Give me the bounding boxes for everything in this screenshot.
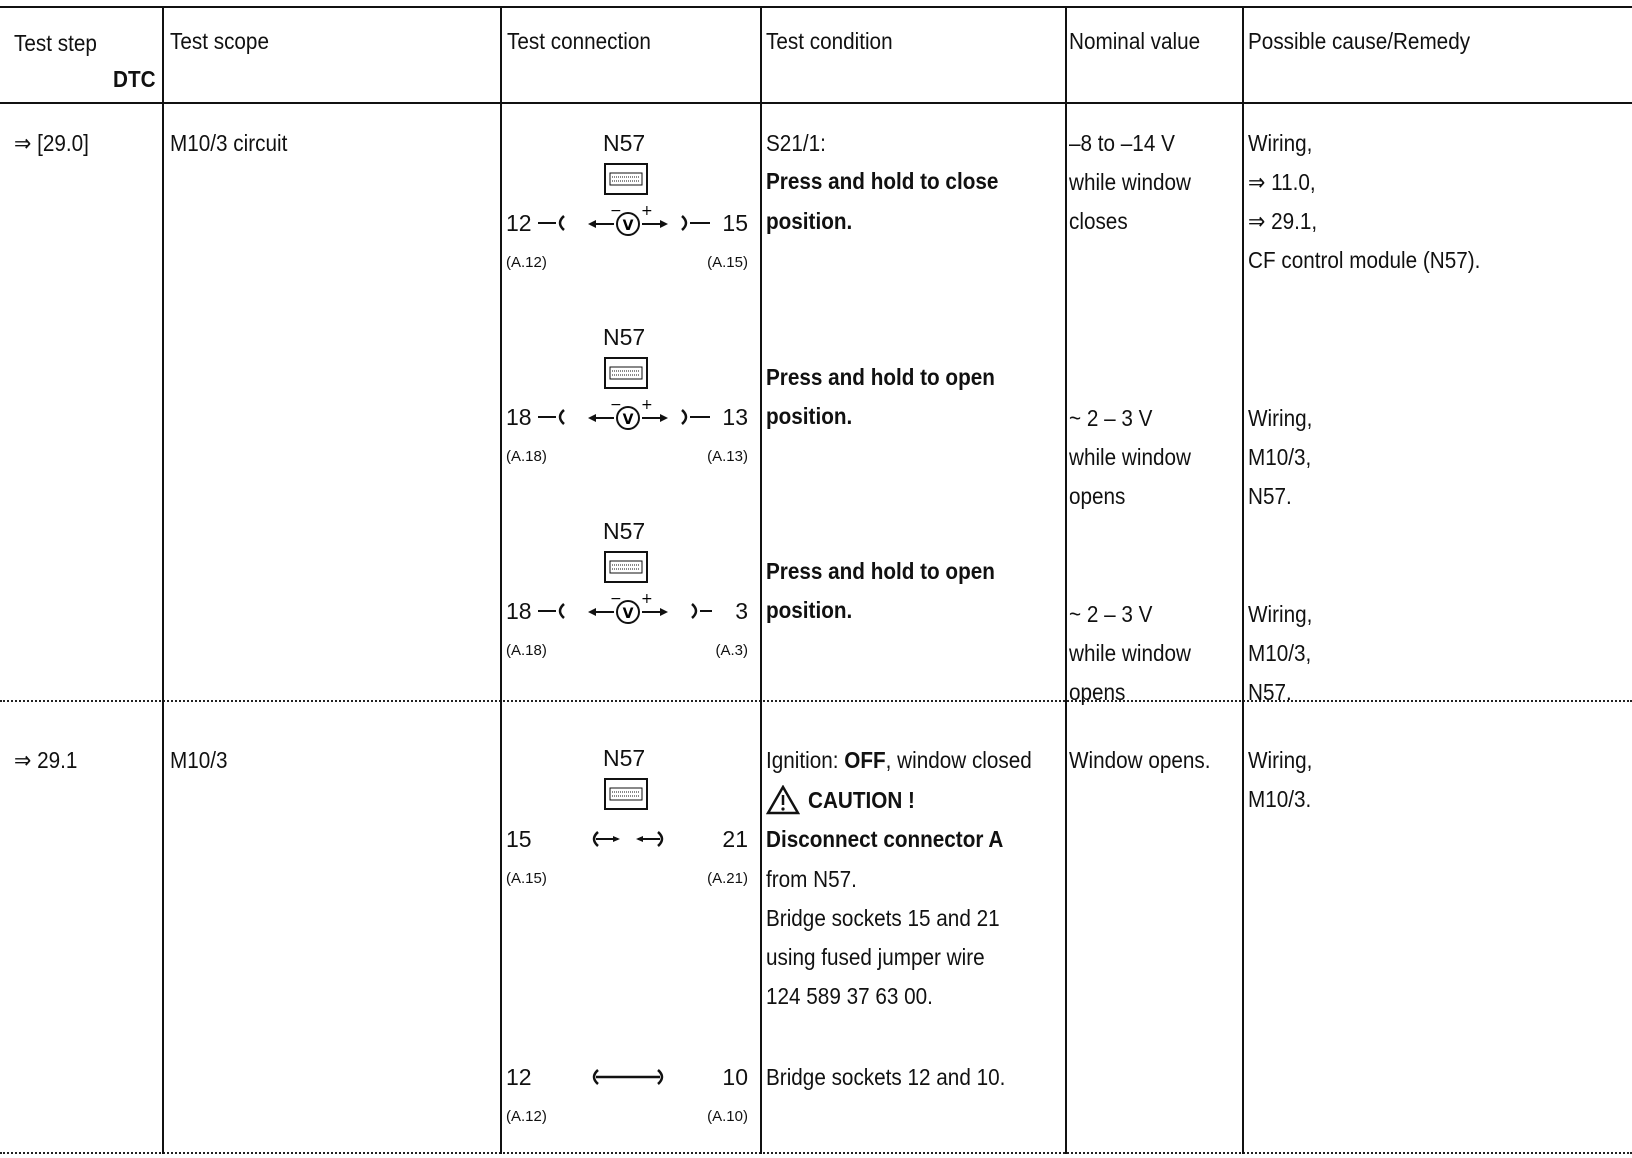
cause-item: M10/3,	[1248, 640, 1312, 666]
condition-switch-label: S21/1:	[766, 130, 826, 156]
column-divider-5	[1242, 6, 1244, 1154]
svg-text:+: +	[641, 203, 653, 219]
condition-bridge-12-10: Bridge sockets 12 and 10.	[766, 1064, 1006, 1090]
condition-open-line1: Press and hold to open	[766, 558, 995, 584]
cause-item: CF control module (N57).	[1248, 247, 1481, 273]
condition-ignition	[766, 747, 1032, 773]
warning-triangle-icon	[766, 785, 800, 815]
module-label: N57	[603, 518, 646, 544]
pin-right-sub: (A.15)	[707, 254, 748, 271]
table-bottom-rule	[0, 1152, 1632, 1154]
header-test-step: Test step	[14, 30, 97, 56]
svg-text:+: +	[641, 591, 653, 607]
nominal-value: Window opens.	[1069, 747, 1211, 773]
caution-label: CAUTION !	[808, 787, 915, 813]
pin-right: 3	[735, 598, 748, 624]
nominal-value: while window	[1069, 444, 1191, 470]
column-divider-4	[1065, 6, 1067, 1154]
cause-item: N57.	[1248, 679, 1292, 705]
nominal-value: ~ 2 – 3 V	[1069, 405, 1153, 431]
svg-text:V: V	[622, 218, 634, 234]
header-test-connection: Test connection	[507, 28, 651, 54]
ignition-off: OFF	[844, 747, 886, 773]
pin-left: 12	[506, 210, 532, 236]
cause-item: ⇒ 11.0,	[1248, 169, 1316, 195]
pin-right-sub: (A.10)	[707, 1108, 748, 1125]
pin-left-sub: (A.12)	[506, 1108, 547, 1125]
test-scope-row1: M10/3 circuit	[170, 130, 288, 156]
pin-right: 15	[722, 210, 748, 236]
voltmeter-icon	[586, 200, 670, 240]
socket-right-icon	[688, 600, 722, 622]
pin-left-sub: (A.18)	[506, 642, 547, 659]
nominal-value: closes	[1069, 208, 1128, 234]
ignition-prefix: Ignition:	[766, 747, 845, 773]
cause-item: N57.	[1248, 483, 1292, 509]
column-divider-2	[500, 6, 502, 1154]
cause-item: Wiring,	[1248, 747, 1313, 773]
module-label: N57	[603, 745, 646, 771]
module-label: N57	[603, 130, 646, 156]
pin-left: 12	[506, 1064, 532, 1090]
nominal-value: ~ 2 – 3 V	[1069, 601, 1153, 627]
control-module-icon	[604, 357, 648, 389]
socket-left-icon	[536, 212, 570, 234]
condition-from: from N57.	[766, 866, 857, 892]
socket-right-icon	[678, 212, 712, 234]
cause-item: ⇒ 29.1,	[1248, 208, 1318, 234]
control-module-icon	[604, 163, 648, 195]
voltmeter-icon	[586, 394, 670, 434]
jumper-bridge-icon	[588, 829, 668, 849]
test-step-29-1: ⇒ 29.1	[14, 747, 78, 773]
socket-right-icon	[678, 406, 712, 428]
control-module-icon	[604, 778, 648, 810]
condition-close-line1: Press and hold to close	[766, 168, 999, 194]
cause-item: Wiring,	[1248, 130, 1313, 156]
pin-right-sub: (A.3)	[715, 642, 748, 659]
test-scope-row2: M10/3	[170, 747, 228, 773]
ignition-suffix: , window closed	[885, 747, 1032, 773]
pin-right: 10	[722, 1064, 748, 1090]
header-dtc: DTC	[113, 66, 156, 92]
pin-right: 21	[722, 826, 748, 852]
cause-item: Wiring,	[1248, 405, 1313, 431]
column-divider-3	[760, 6, 762, 1154]
cause-item: Wiring,	[1248, 601, 1313, 627]
condition-disconnect: Disconnect connector A	[766, 826, 1004, 852]
pin-left-sub: (A.12)	[506, 254, 547, 271]
voltmeter-icon	[586, 588, 670, 628]
condition-fused-jumper: using fused jumper wire	[766, 944, 985, 970]
jumper-bridge-icon	[588, 1067, 668, 1087]
nominal-value: while window	[1069, 169, 1191, 195]
column-divider-1	[162, 6, 164, 1154]
pin-right-sub: (A.21)	[707, 870, 748, 887]
cause-item: M10/3,	[1248, 444, 1312, 470]
header-test-condition: Test condition	[766, 28, 893, 54]
svg-text:+: +	[641, 397, 653, 413]
socket-left-icon	[536, 406, 570, 428]
row-separator	[0, 700, 1632, 702]
svg-text:V: V	[622, 606, 634, 622]
condition-open-line2: position.	[766, 403, 853, 429]
condition-open-line2: position.	[766, 597, 853, 623]
condition-open-line1: Press and hold to open	[766, 364, 995, 390]
pin-left: 18	[506, 404, 532, 430]
nominal-value: opens	[1069, 679, 1126, 705]
pin-left-sub: (A.18)	[506, 448, 547, 465]
svg-text:−: −	[610, 591, 622, 607]
pin-left: 15	[506, 826, 532, 852]
condition-close-line2: position.	[766, 208, 853, 234]
nominal-value: while window	[1069, 640, 1191, 666]
table-top-rule	[0, 6, 1632, 8]
header-bottom-rule	[0, 102, 1632, 104]
nominal-value: opens	[1069, 483, 1126, 509]
svg-text:−: −	[610, 397, 622, 413]
test-step-29-0: ⇒ [29.0]	[14, 130, 89, 156]
condition-part-number: 124 589 37 63 00.	[766, 983, 933, 1009]
pin-left-sub: (A.15)	[506, 870, 547, 887]
svg-text:V: V	[622, 412, 634, 428]
header-nominal-value: Nominal value	[1069, 28, 1201, 54]
cause-item: M10/3.	[1248, 786, 1312, 812]
nominal-value: –8 to –14 V	[1069, 130, 1175, 156]
module-label: N57	[603, 324, 646, 350]
pin-right-sub: (A.13)	[707, 448, 748, 465]
svg-text:−: −	[610, 203, 622, 219]
socket-left-icon	[536, 600, 570, 622]
control-module-icon	[604, 551, 648, 583]
header-test-scope: Test scope	[170, 28, 269, 54]
pin-left: 18	[506, 598, 532, 624]
pin-right: 13	[722, 404, 748, 430]
header-possible-cause: Possible cause/Remedy	[1248, 28, 1471, 54]
condition-bridge-15-21: Bridge sockets 15 and 21	[766, 905, 1000, 931]
